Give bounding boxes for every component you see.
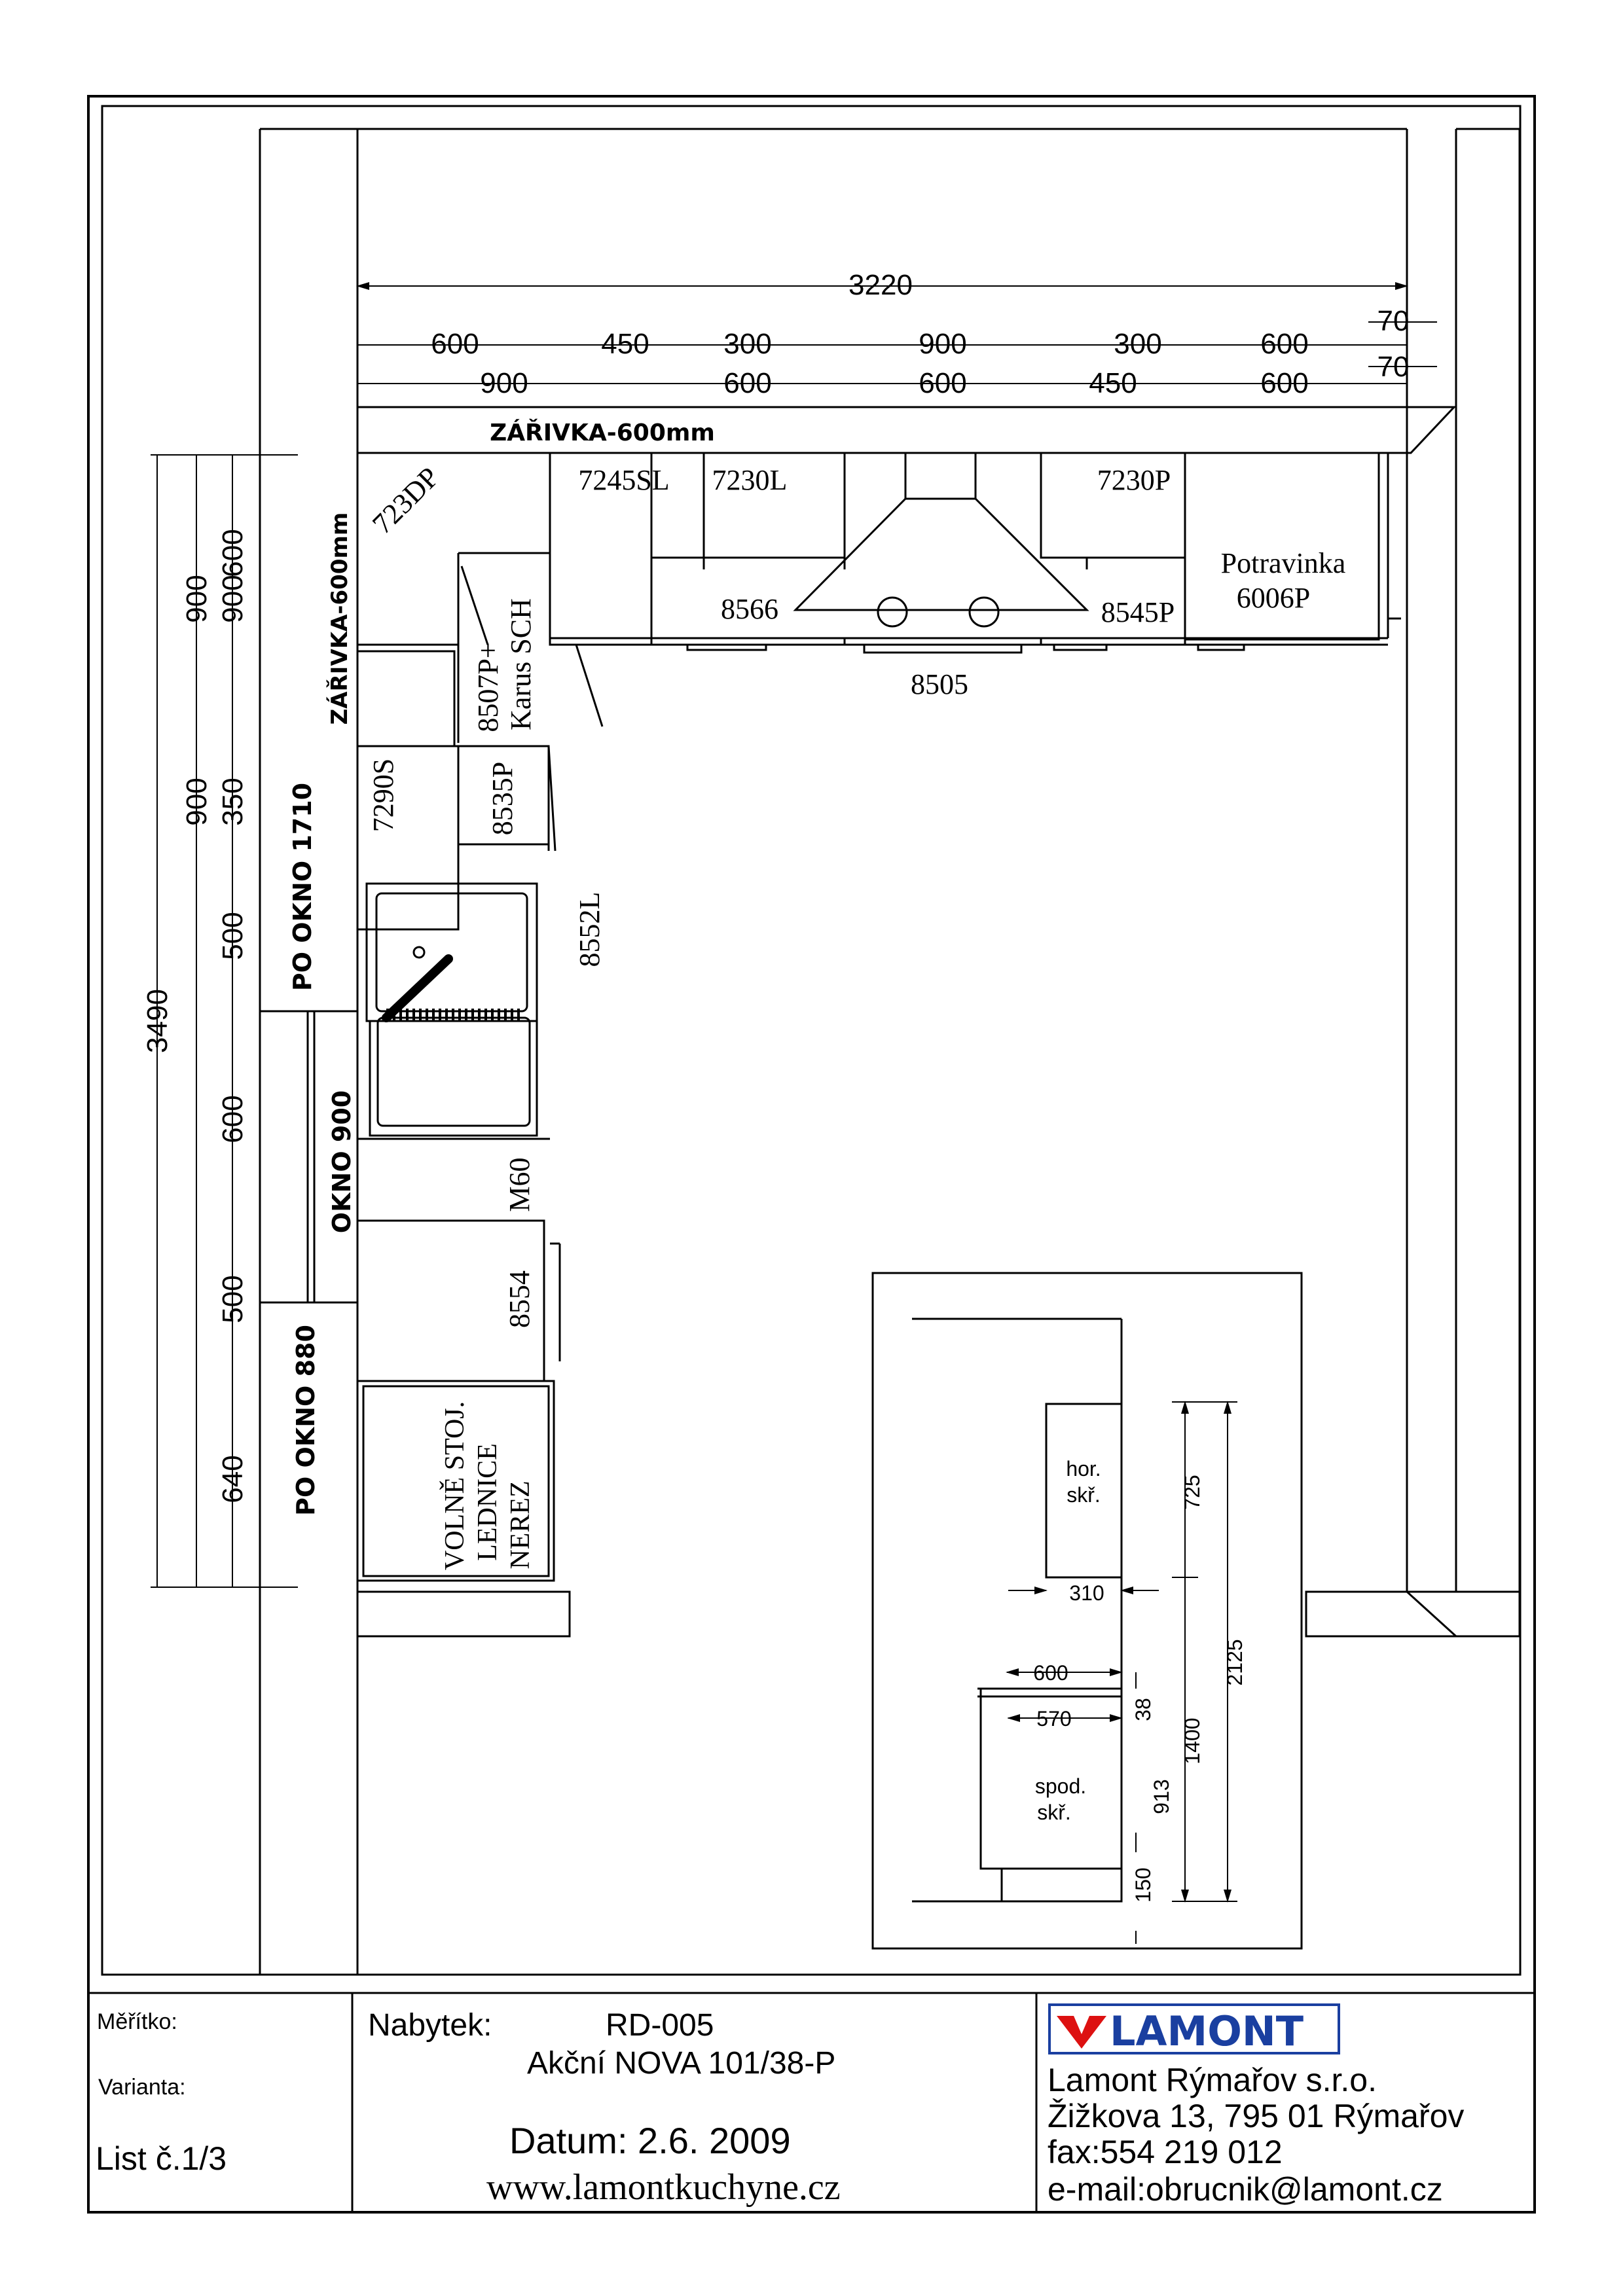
tb-web: www.lamontkuchyne.cz	[486, 2167, 841, 2208]
dim-top-row1-4: 900	[919, 328, 967, 360]
tb-company: Lamont Rýmařov s.r.o.	[1048, 2062, 1377, 2098]
unit-7290s: 7290S	[367, 758, 399, 833]
dim-left-outer-6: 500	[217, 1275, 249, 1323]
unit-723dp: 723DP	[366, 461, 446, 541]
tb-meritko: Měřítko:	[97, 2009, 177, 2034]
tb-email: e-mail:obrucnik@lamont.cz	[1048, 2171, 1443, 2208]
section-spod-line2: skř.	[1037, 1801, 1071, 1824]
window-label-po-okno-880: PO OKNO 880	[291, 1325, 320, 1516]
section-hor-line1: hor.	[1066, 1457, 1101, 1480]
dim-left-outer-3: 350	[217, 778, 249, 826]
section-dim-913: 913	[1150, 1779, 1173, 1814]
unit-8507p-line2: Karus SCH	[505, 598, 537, 730]
dim-top-row2-2: 600	[723, 367, 772, 399]
dim-top-row1-6: 600	[1260, 328, 1309, 360]
fridge-line1: VOLNĚ STOJ.	[440, 1401, 470, 1571]
unit-8552l: 8552L	[574, 891, 606, 967]
window-label-okno-900: OKNO 900	[327, 1090, 356, 1234]
dim-top-row1-3: 300	[723, 328, 772, 360]
tb-nabytek-label: Nabytek:	[368, 2008, 492, 2043]
fridge-line3: NEREZ	[505, 1480, 536, 1570]
section-dim-570: 570	[1036, 1707, 1072, 1731]
unit-7230p: 7230P	[1097, 464, 1171, 496]
dim-left-inner-1: 900	[181, 575, 213, 623]
tb-list: List č.1/3	[96, 2140, 227, 2177]
section-dim-310: 310	[1069, 1581, 1104, 1605]
section-dim-38: 38	[1131, 1698, 1155, 1721]
dim-left-outer-5: 600	[217, 1095, 249, 1143]
unit-8535p: 8535P	[486, 761, 519, 836]
light-label-left: ZÁŘIVKA-600mm	[327, 512, 353, 725]
dim-total-height: 3490	[141, 989, 173, 1053]
dim-top-row1-5: 300	[1114, 328, 1162, 360]
unit-8505: 8505	[911, 668, 968, 700]
dim-left-inner-2: 900	[181, 778, 213, 826]
tb-nabytek-code: RD-005	[606, 2008, 714, 2043]
section-dim-1400: 1400	[1180, 1717, 1204, 1765]
section-dim-2125: 2125	[1223, 1639, 1247, 1686]
unit-7245sl: 7245SL	[578, 464, 670, 496]
dim-offset-2: 70	[1377, 351, 1410, 383]
unit-8545p: 8545P	[1101, 596, 1175, 628]
tb-datum: Datum: 2.6. 2009	[509, 2120, 791, 2161]
dim-left-outer-7: 640	[217, 1455, 249, 1503]
section-dim-150: 150	[1131, 1867, 1155, 1903]
dim-left-outer-4: 500	[217, 912, 249, 960]
unit-8554: 8554	[503, 1270, 536, 1328]
unit-m60: M60	[503, 1157, 536, 1212]
dim-left-outer-1: 600	[217, 529, 249, 577]
dim-top-row2-5: 600	[1260, 367, 1309, 399]
window-label-po-okno-1710: PO OKNO 1710	[288, 782, 317, 992]
section-hor-line2: skř.	[1067, 1483, 1101, 1507]
unit-7230l: 7230L	[712, 464, 788, 496]
fridge-line2: LEDNICE	[473, 1443, 503, 1561]
unit-potravinka-line1: Potravinka	[1220, 547, 1346, 579]
section-dim-600: 600	[1033, 1661, 1068, 1685]
tb-address: Žižkova 13, 795 01 Rýmařov	[1048, 2098, 1465, 2134]
tb-fax: fax:554 219 012	[1048, 2134, 1283, 2170]
section-dim-725: 725	[1180, 1475, 1204, 1510]
light-label-top: ZÁŘIVKA-600mm	[490, 420, 715, 446]
dim-top-row1-2: 450	[601, 328, 649, 360]
dim-top-row2-1: 900	[480, 367, 528, 399]
tb-nabytek-name: Akční NOVA 101/38-P	[527, 2046, 836, 2081]
dim-top-row1-1: 600	[431, 328, 479, 360]
dim-offset-1: 70	[1377, 305, 1410, 337]
section-spod-line1: spod.	[1034, 1774, 1087, 1798]
tb-varianta: Varianta:	[98, 2075, 186, 2100]
unit-8507p-line1: 8507P+	[472, 642, 504, 732]
logo-text: LAMONT	[1110, 2007, 1304, 2055]
unit-8566: 8566	[721, 593, 778, 625]
dim-top-row2-4: 450	[1089, 367, 1137, 399]
unit-potravinka-line2: 6006P	[1236, 582, 1311, 614]
dim-top-row2-3: 600	[919, 367, 967, 399]
dim-total-width: 3220	[848, 269, 913, 301]
dim-left-outer-2: 900	[217, 575, 249, 623]
